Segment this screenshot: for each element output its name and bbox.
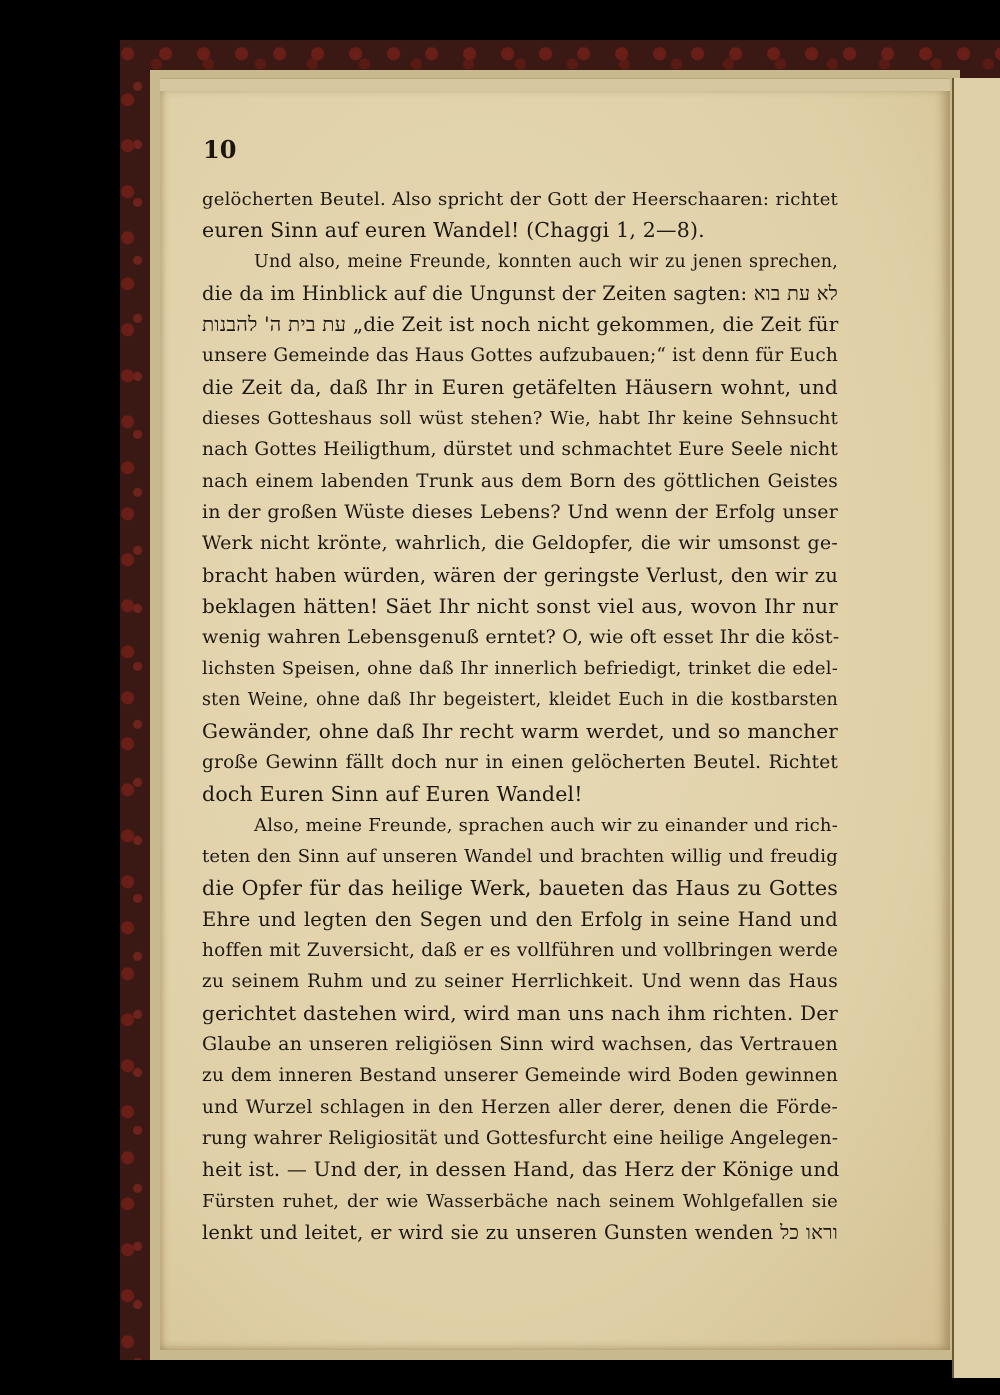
body-text	[202, 184, 838, 1248]
text-line: und Wurzel schlagen in den Herzen aller derer, denen die Förde-	[202, 1096, 838, 1118]
text-line: Ehre und legten den Segen und den Erfolg in seine Hand und	[202, 907, 838, 931]
text-line: unsere Gemeinde das Haus Gottes aufzubauen;“ ist denn für Euch	[202, 345, 838, 367]
text-line: heit ist. — Und der, in dessen Hand, das Herz der Könige und	[202, 1157, 840, 1182]
text-line: teten den Sinn auf unseren Wandel und brachten willig und freudig	[202, 846, 838, 868]
text-line: doch Euren Sinn auf Euren Wandel!	[202, 781, 583, 806]
text-line: dieses Gotteshaus soll wüst stehen? Wie, habt Ihr keine Sehnsucht	[202, 408, 838, 430]
text-line: Gewänder, ohne daß Ihr recht warm werdet, und so mancher	[202, 719, 838, 744]
facing-page-edge	[952, 78, 1000, 1378]
text-line: nach Gottes Heiligthum, dürstet und schmachtet Eure Seele nicht	[202, 439, 838, 461]
text-line: die da im Hinblick auf die Ungunst der Zeiten sagten: לא עת בוא	[202, 281, 838, 305]
text-line: lenkt und leitet, er wird sie zu unseren Gunsten wenden וראו כל	[202, 1220, 838, 1244]
text-line: hoffen mit Zuversicht, daß er es vollführen und vollbringen werde	[202, 940, 838, 962]
text-line: עת בית ה' להבנות „die Zeit ist noch nicht gekommen, die Zeit für	[202, 312, 839, 337]
text-line: Also, meine Freunde, sprachen auch wir zu einander und rich-	[254, 814, 838, 836]
text-line: die Zeit da, daß Ihr in Euren getäfelten Häusern wohnt, und	[202, 374, 838, 399]
text-line: in der großen Wüste dieses Lebens? Und wenn der Erfolg unser	[202, 500, 838, 523]
text-line: Und also, meine Freunde, konnten auch wir zu jenen sprechen,	[254, 251, 838, 272]
text-line: euren Sinn auf euren Wandel! (Chaggi 1, 2—8).	[202, 218, 705, 243]
text-line: gerichtet dastehen wird, wird man uns nach ihm richten. Der	[202, 1000, 838, 1025]
text-line: große Gewinn fällt doch nur in einen gelöcherten Beutel. Richtet	[202, 752, 838, 774]
text-line: Glaube an unseren religiösen Sinn wird wachsen, das Vertrauen	[202, 1033, 838, 1056]
text-line: zu seinem Ruhm und zu seiner Herrlichkeit. Und wenn das Haus	[202, 971, 838, 993]
text-line: sten Weine, ohne daß Ihr begeistert, kleidet Euch in die kostbarsten	[202, 689, 838, 710]
page-number: 10	[203, 135, 237, 164]
text-line: beklagen hätten! Säet Ihr nicht sonst viel aus, wovon Ihr nur	[202, 593, 838, 618]
text-line: wenig wahren Lebensgenuß erntet? O, wie oft esset Ihr die köst-	[202, 626, 840, 649]
text-line: rung wahrer Religiosität und Gottesfurcht eine heilige Angelegen-	[202, 1127, 839, 1149]
text-line: Fürsten ruhet, der wie Wasserbäche nach seinem Wohlgefallen sie	[202, 1190, 838, 1212]
text-line: zu dem inneren Bestand unserer Gemeinde wird Boden gewinnen	[202, 1065, 838, 1087]
text-line: gelöcherten Beutel. Also spricht der Gott der Heerschaaren: richtet	[202, 189, 838, 210]
text-line: Werk nicht krönte, wahrlich, die Geldopfer, die wir umsonst ge-	[202, 532, 838, 555]
text-line: bracht haben würden, wären der geringste Verlust, den wir zu	[202, 563, 838, 587]
text-line: lichsten Speisen, ohne daß Ihr innerlich befriedigt, trinket die edel-	[202, 658, 838, 680]
text-line: die Opfer für das heilige Werk, baueten das Haus zu Gottes	[202, 875, 838, 900]
text-line: nach einem labenden Trunk aus dem Born des göttlichen Geistes	[202, 470, 838, 492]
